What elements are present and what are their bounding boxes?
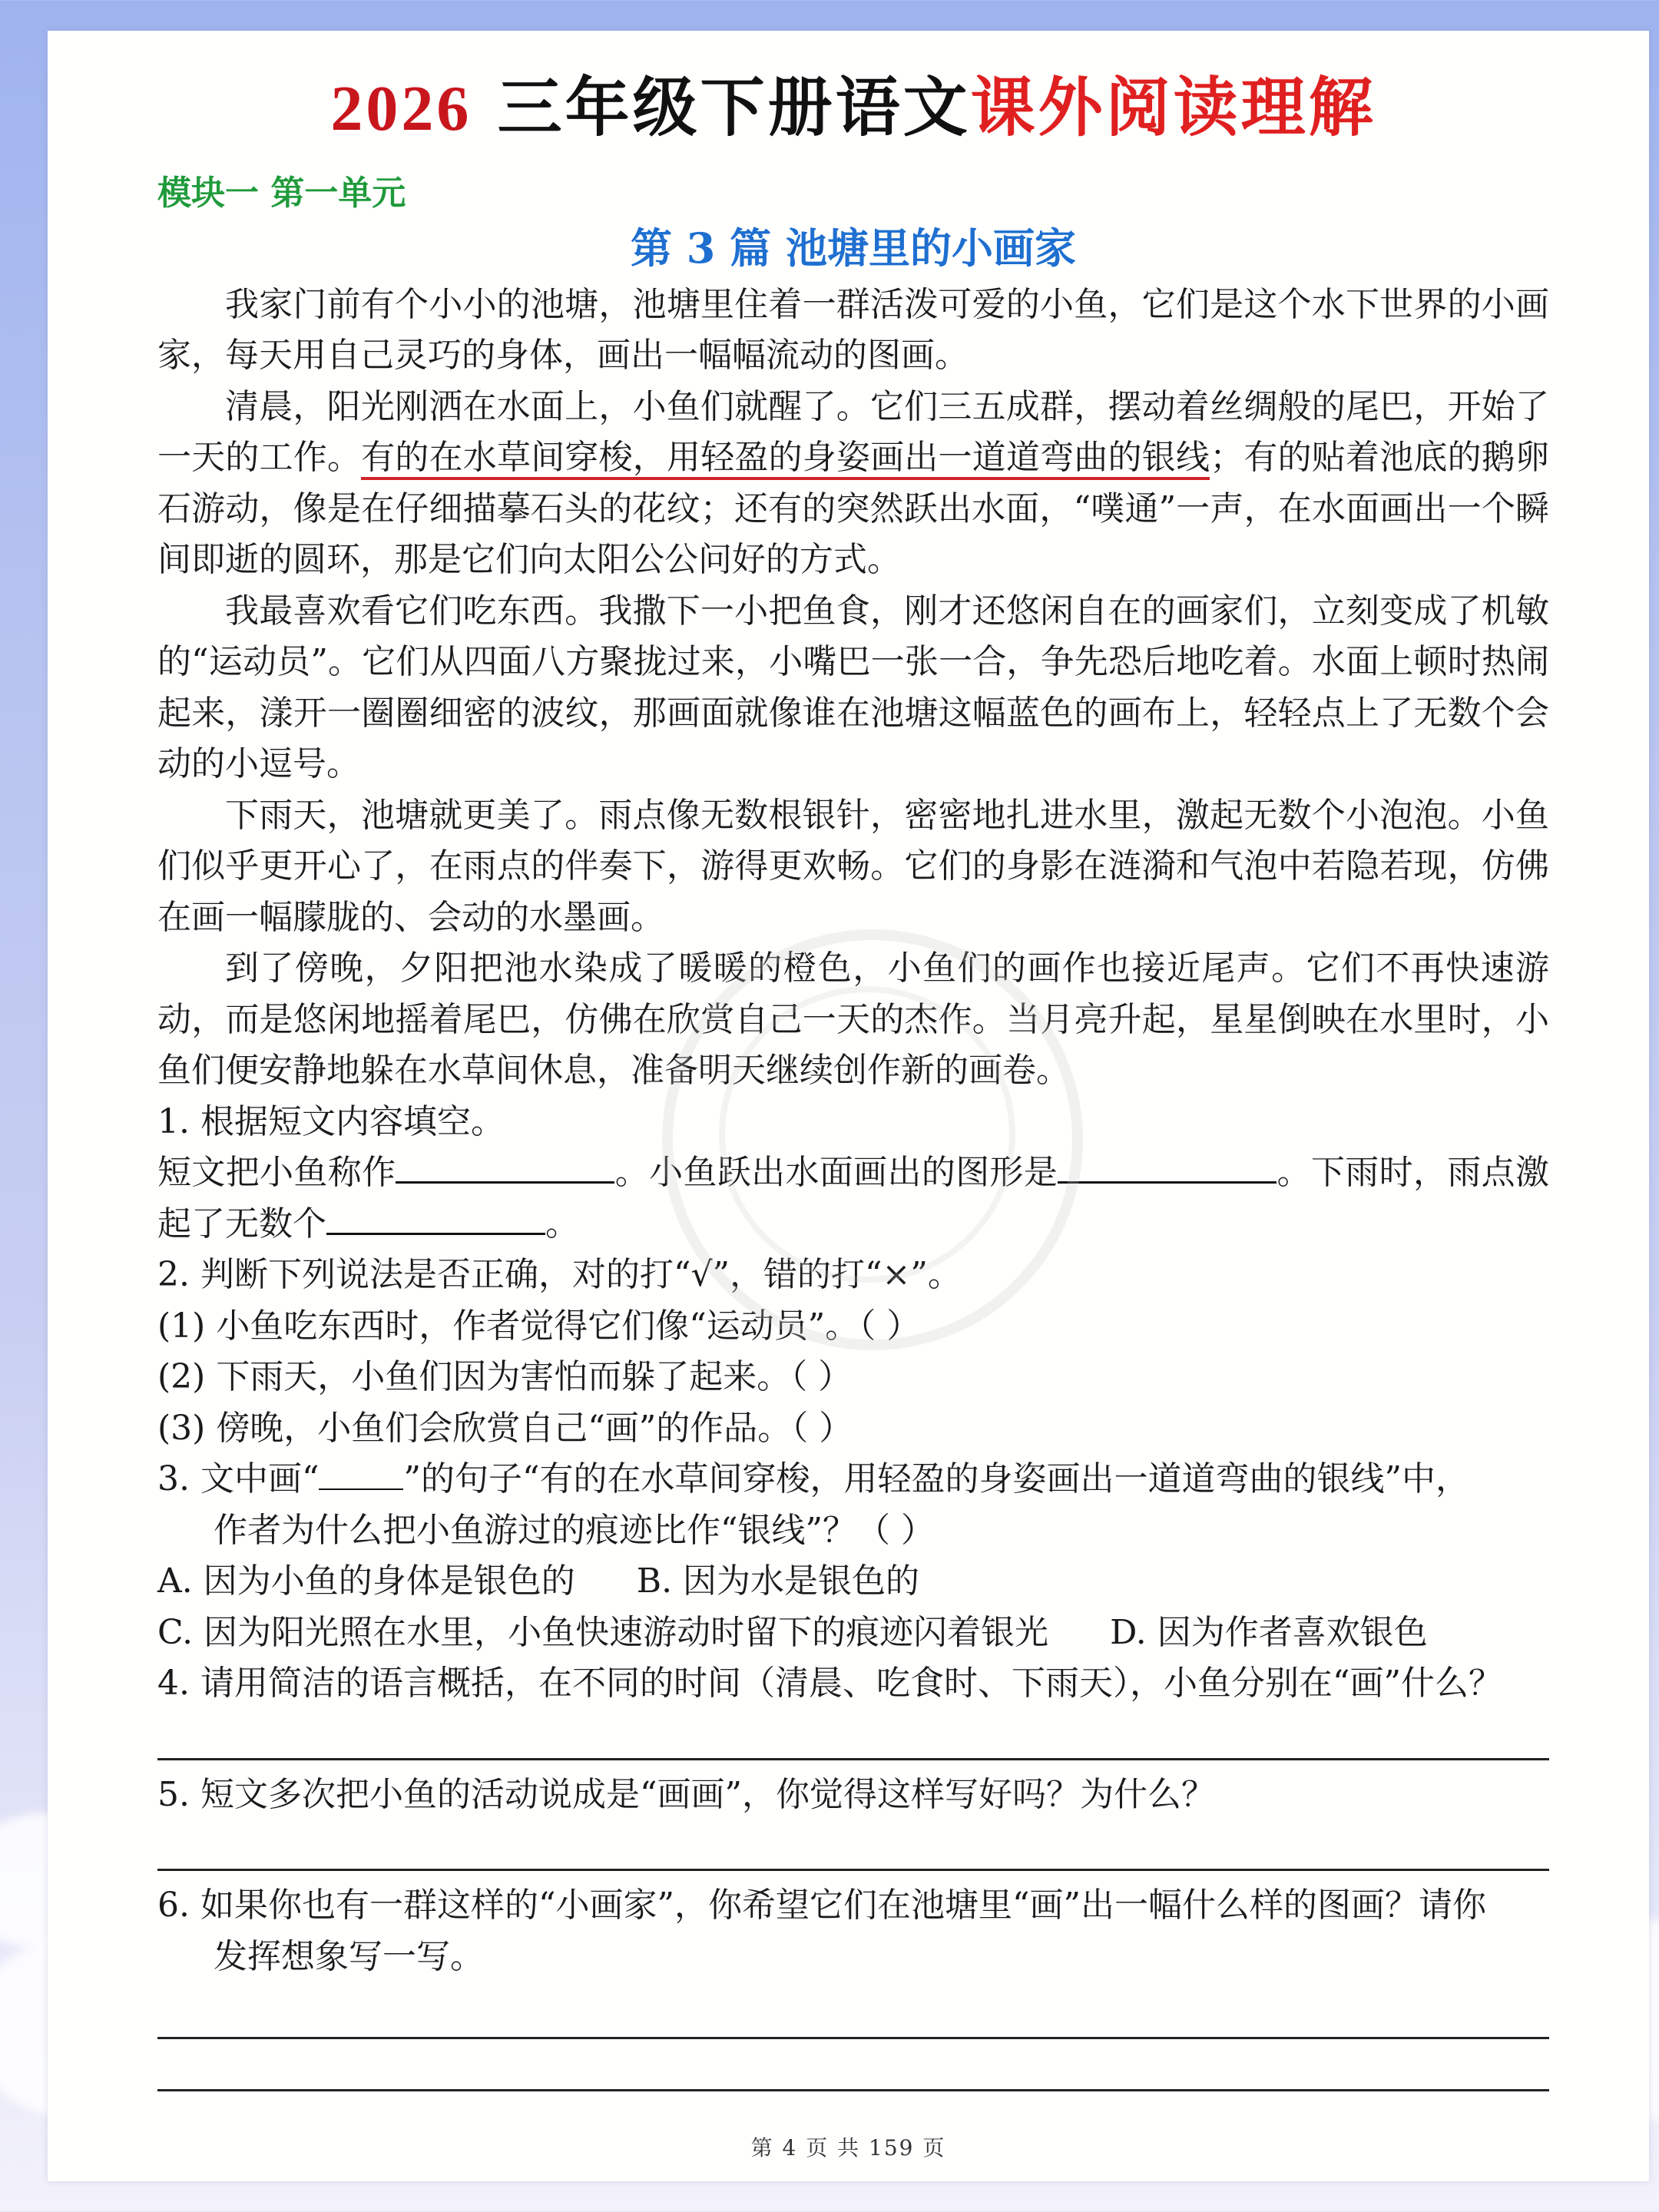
answer-line[interactable] — [157, 1866, 1549, 1871]
question-6: 6. 如果你也有一群这样的“小画家”，你希望它们在池塘里“画”出一幅什么样的图画？请你 — [157, 1886, 1486, 1926]
title-subject: 课外阅读理解 — [970, 69, 1376, 145]
article-paragraph: 我家门前有个小小的池塘，池塘里住着一群活泼可爱的小鱼，它们是这个水下世界的小画家，每天用自己灵巧的身体，画出一幅幅流动的图画。 — [157, 284, 1549, 376]
page-title — [157, 69, 1549, 148]
option-c[interactable]: C. 因为阳光照在水里，小鱼快速游动时留下的痕迹闪着银光 — [157, 1612, 1049, 1652]
page-number: 第 4 页 共 159 页 — [750, 2135, 946, 2161]
article-paragraph: 下雨天，池塘就更美了。雨点像无数根银针，密密地扎进水里，激起无数个小泡泡。小鱼们似乎更开心了，在雨点的伴奏下，游得更欢畅。它们的身影在涟漪和气泡中若隐若现，仿佛在画一幅朦胧的、会动的水墨画。 — [157, 795, 1549, 937]
article-paragraph: 清晨，阳光刚洒在水面上，小鱼们就醒了。它们三五成群，摆动着丝绸般的尾巴，开始了一天的工作。有的在水草间穿梭，用轻盈的身姿画出一道道弯曲的银线；有的贴着池底的鹅卵石游动，像是在仔细描摹石头的花纹；还有的突然跃出水面，“噗通”一声，在水面画出一个瞬间即逝的圆环，那是它们向太阳公公问好的方式。 — [157, 386, 1550, 580]
question-3-options-row — [157, 1556, 1549, 1608]
answer-line[interactable] — [157, 2087, 1549, 2091]
question-3-prompt: 作者为什么把小鱼游过的痕迹比作“银线”？（ ） — [214, 1510, 935, 1550]
worksheet-page — [48, 31, 1649, 2181]
module-label: 模块一 第一单元 — [157, 173, 406, 213]
article-paragraph: 到了傍晚，夕阳把池水染成了暖暖的橙色，小鱼们的画作也接近尾声。它们不再快速游动，而是悠闲地摇着尾巴，仿佛在欣赏自己一天的杰作。当月亮升起，星星倒映在水里时，小鱼们便安静地躲在水草间休息，准备明天继续创作新的画卷。 — [157, 949, 1549, 1091]
answer-line[interactable] — [157, 2035, 1549, 2039]
question-2-item: (1) 小鱼吃东西时，作者觉得它们像“运动员”。（ ） — [157, 1306, 921, 1346]
question-2-item: (2) 下雨天，小鱼们因为害怕而躲了起来。（ ） — [157, 1357, 853, 1397]
question-1-title: 1. 根据短文内容填空。 — [157, 1101, 505, 1141]
question-5: 5. 短文多次把小鱼的活动说成是“画画”，你觉得这样写好吗？为什么？ — [157, 1774, 1215, 1814]
underlined-sentence: 有的在水草间穿梭，用轻盈的身姿画出一道道弯曲的银线 — [361, 438, 1210, 480]
option-a[interactable]: A. 因为小鱼的身体是银色的 — [157, 1561, 575, 1601]
title-year: 2026 — [330, 73, 472, 144]
title-grade: 三年级下册语文 — [497, 69, 971, 145]
question-2-item: (3) 傍晚，小鱼们会欣赏自己“画”的作品。（ ） — [157, 1408, 853, 1448]
fill-blank[interactable] — [1058, 1147, 1277, 1184]
question-3-title: 3. 文中画“ ”的句子“有的在水草间穿梭，用轻盈的身姿画出一道道弯曲的银线”中， — [157, 1459, 1469, 1499]
article-paragraph: 我最喜欢看它们吃东西。我撒下一小把鱼食，刚才还悠闲自在的画家们，立刻变成了机敏的“运动员”。它们从四面八方聚拢过来，小嘴巴一张一合，争先恐后地吃着。水面上顿时热闹起来，漾开一圈圈细密的波纹，那画面就像谁在池塘这幅蓝色的画布上，轻轻点上了无数个会动的小逗号。 — [157, 591, 1549, 784]
answer-line[interactable] — [157, 1756, 1549, 1760]
question-3-options-row — [157, 1608, 1549, 1659]
article-title: 第 3 篇 池塘里的小画家 — [631, 223, 1076, 273]
question-2-title: 2. 判断下列说法是否正确，对的打“√”，错的打“×”。 — [157, 1255, 962, 1295]
question-1-body: 短文把小鱼称作 。小鱼跃出水面画出的图形是 。下雨时，雨点激起了无数个 。 — [157, 1147, 1549, 1250]
option-d[interactable]: D. 因为作者喜欢银色 — [1110, 1612, 1428, 1652]
fill-blank[interactable] — [396, 1147, 614, 1184]
option-b[interactable]: B. 因为水是银色的 — [636, 1561, 920, 1601]
question-4: 4. 请用简洁的语言概括，在不同的时间（清晨、吃食时、下雨天），小鱼分别在“画”什么？ — [157, 1664, 1502, 1704]
question-6-cont: 发挥想象写一写。 — [214, 1936, 484, 1976]
fill-blank[interactable] — [326, 1199, 545, 1235]
underline-mark — [319, 1458, 403, 1490]
